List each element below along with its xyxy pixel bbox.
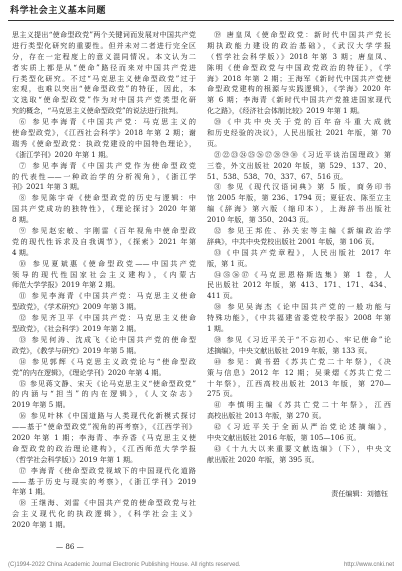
text-line: ⑪ 参见李海青《中国共产党：马克思主义使命 bbox=[19, 291, 196, 301]
text-line: 述摘编》，中央文献出版社 2019 年版，第 133 页。 bbox=[207, 345, 372, 355]
text-line: ㉝《中国共产党章程》，人民出版社 2017 年 bbox=[214, 247, 391, 257]
footnote bbox=[207, 357, 391, 401]
text-line: 2020 年第 1 期；李海青、李乔香《马克思主义使 bbox=[12, 432, 196, 442]
text-line: 高校出版社 2013 年版，第 270 页。 bbox=[207, 411, 326, 421]
text-line: ⑯ 参见叶林《中国道路与人类现代化新模式探讨 bbox=[19, 411, 196, 421]
text-line: ㉑㉒㉓㉔㉕㉖㉗㉘㉙㉚《习近平谈治国理政》第 bbox=[214, 149, 391, 159]
text-line: ⑦ 参见李海青《中国共产党作为使命型政党 bbox=[19, 160, 196, 170]
text-line: ㉞㉟㊱㊲《马克思恩格斯选集》第 1 卷，人 bbox=[214, 269, 391, 279]
text-line: 陈明《使命型政党与中国政党政治的特征》，《学 bbox=[207, 62, 391, 72]
text-line: 献出版社 2020 年版，第 395 页。 bbox=[207, 454, 319, 464]
text-line: ——基于历史与现实的考察》，《浙江学刊》2019 bbox=[12, 476, 196, 486]
footnote bbox=[12, 313, 196, 335]
text-line: ㊳ 参见吴海杰《论中国共产党的一般功能与 bbox=[214, 302, 391, 312]
footnote bbox=[207, 422, 391, 444]
text-line: 编《辞海》第六版（缩印本），上海辞书出版社 bbox=[207, 204, 391, 214]
left-column bbox=[12, 30, 196, 531]
text-line: 海》2018 年第 2 期；王海军《新时代中国共产党使 bbox=[207, 73, 391, 83]
footnote bbox=[12, 498, 196, 531]
text-line: 师范大学学报》2019 年第 2 期。 bbox=[12, 280, 120, 290]
footnote bbox=[207, 400, 391, 422]
text-line: 瑞秀《使命型政党：执政党建设的中国特色理论》， bbox=[12, 138, 196, 148]
text-line: ㊴ 参见《习近平关于“不忘初心、牢记使命”论 bbox=[214, 334, 391, 344]
footnote bbox=[207, 182, 391, 226]
text-line: ⑲ 唐皇凤《使命型政党：新时代中国共产党长 bbox=[214, 30, 391, 39]
right-column bbox=[207, 30, 391, 466]
text-line: 1 期。 bbox=[207, 324, 228, 334]
page-number: — 86 — bbox=[56, 542, 84, 551]
text-line: 2010 年版，第 350、2043 页。 bbox=[207, 215, 314, 225]
copyright-footer bbox=[8, 561, 394, 569]
text-line: ㉛ 参见《现代汉语词典》第 5 版，商务印书 bbox=[214, 182, 391, 192]
text-line: 者实质上都是从“使命”路径而来对中国共产党进 bbox=[12, 62, 196, 72]
text-line: ⑫ 参见齐卫平《中国共产党：马克思主义使命 bbox=[19, 313, 196, 323]
text-line: 馆 2005 年版，第 236、1794 页；夏征农、陈至立主 bbox=[207, 193, 391, 203]
text-line: 使命型政党》，《江西社会科学》2018 年第 2 期；谢 bbox=[12, 128, 196, 138]
text-line: 宏观，也难以突出“使命型政党”的特征，因此，本 bbox=[12, 84, 196, 94]
text-line: ⑥ 参见李海青《中国共产党：马克思主义的 bbox=[19, 117, 196, 127]
text-line: 国共产党成功的独特性》，《理论探讨》2020 年第 bbox=[12, 204, 196, 214]
text-line: 辞典》，中共中央党校出版社 2001 年版，第 106 页。 bbox=[207, 236, 379, 246]
text-line: 文选取“使命型政党”作为对中国共产党类型化研 bbox=[12, 95, 196, 105]
footnote bbox=[207, 117, 391, 150]
text-line: 分，存在一定程度上的意义混同情况。本文认为二 bbox=[12, 51, 196, 61]
text-line: 进行类型化研究的重要性。但并未对二者进行完全区 bbox=[12, 40, 196, 50]
footnote bbox=[207, 248, 391, 270]
text-line: 8 期。 bbox=[12, 215, 33, 225]
copyright-text: (C)1994-2022 China Academic Journal Electronic Publishing House. All rights reserved. bbox=[8, 562, 241, 568]
text-line: ⑬ 参见何涛、沈成飞《论中国共产党的使命型 bbox=[19, 334, 196, 344]
text-line: 第 6 期；李海青《新时代中国共产党推进国家现代 bbox=[207, 95, 391, 105]
text-line: 型政党》，《社会科学》2019 年第 2 期。 bbox=[12, 324, 141, 334]
text-line: ㊵ 参见：黄书碧《苏共亡党二十年祭》，《决 bbox=[214, 356, 391, 366]
text-line: ⑭ 参见郭辉《马克思主义政党论与“使命型政 bbox=[19, 356, 196, 366]
footnote bbox=[207, 270, 391, 303]
publisher-url: http://www.cnki.net bbox=[343, 562, 394, 568]
text-line: 行类型化研究。不过“马克思主义使命型政党”过于 bbox=[12, 73, 196, 83]
text-line: 中央文献出版社 2016 年版，第 105—106 页。 bbox=[207, 432, 361, 442]
footnote bbox=[207, 226, 391, 248]
text-line: 政党》，《教学与研究》2019 年第 5 期。 bbox=[12, 345, 141, 355]
text-line: 党的现代性诉求及自我调节》，《探索》2021 年第 bbox=[12, 236, 196, 246]
text-line: 2020 年第 1 期。 bbox=[12, 520, 70, 530]
footnote bbox=[207, 335, 391, 357]
text-line: 和历史经验的决议》，人民出版社 2021 年版，第 70 bbox=[207, 128, 391, 138]
responsible-editor: 责任编辑：刘德钰 bbox=[331, 489, 388, 498]
text-line: 究的概念，“马克思主义使命型政党”的说法进行批判。 bbox=[12, 106, 183, 116]
text-line: 命型政党建构的根源与实践逻辑》，《学海》2020 年 bbox=[207, 84, 391, 94]
text-line: 51、538、538、70、337、67、516 页。 bbox=[207, 171, 348, 181]
footnote bbox=[12, 259, 196, 292]
text-line: ⑩ 参见夏斌惠《使命型政党——中国共产党 bbox=[19, 258, 196, 268]
text-line: 思主义提出“使命型政党”两个关键词而发展对中国共产党 bbox=[12, 30, 196, 39]
text-line: 2019 年第 5 期。 bbox=[12, 400, 70, 410]
text-line: 党”的内在逻辑》，《理论学刊》2020 年第 4 期。 bbox=[12, 367, 166, 377]
text-line: 的内涵与“担当”的内在逻辑》，《人文杂志》 bbox=[12, 389, 196, 399]
text-line: 十年祭》，江西高校出版社 2013 年版，第 270— bbox=[207, 378, 391, 388]
text-line: （哲学社会科学版）》2019 年第 1 期。 bbox=[12, 454, 138, 464]
text-line: ⑮ 参见蒋文静、宋天《论马克思主义“使命型政党” bbox=[19, 378, 196, 388]
footnote bbox=[207, 30, 391, 117]
text-line: 策与信息》2012 年 12 期；吴秉熠《苏共亡党二 bbox=[207, 367, 391, 377]
text-line: ⑧ 参见陈宇奇《使命型政党的历史与逻辑：中 bbox=[19, 193, 196, 203]
text-line: 刊》2021 年第 3 期。 bbox=[12, 182, 84, 192]
text-line: 版，第 1 页。 bbox=[207, 258, 252, 268]
text-line: 页。 bbox=[207, 138, 222, 148]
text-line: ——基于“使命型政党”视角的再考察》，《江西学刊》 bbox=[12, 422, 196, 432]
footnote bbox=[207, 150, 391, 183]
text-line: ㊶ 李慎明主编《苏共亡党二十年祭》，江西 bbox=[214, 400, 391, 410]
text-line: 三卷，外文出版社 2020 年版，第 529、137、20、 bbox=[207, 160, 391, 170]
footnote bbox=[12, 193, 196, 226]
footnote bbox=[12, 379, 196, 412]
text-line: 《浙江学刊》2020 年第 1 期。 bbox=[12, 149, 113, 159]
footnote bbox=[12, 117, 196, 161]
text-line: 会主义现代化的执政逻辑》，《科学社会主义》 bbox=[12, 509, 196, 519]
text-line: （哲学社会科学版）》2018 年第 3 期；唐皇凤、 bbox=[207, 51, 391, 61]
running-header: 科学社会主义基本问题 bbox=[10, 6, 107, 16]
text-line: 命型政党的政治理论建构》，《江西师范大学学报 bbox=[12, 443, 196, 453]
footnote bbox=[12, 291, 196, 313]
text-line: 领导的现代性国家社会主义建构》，《内蒙古 bbox=[12, 269, 196, 279]
text-line: 型政党》，《学术研究》2009 年第 3 期。 bbox=[12, 302, 141, 312]
text-line: ㊷《习近平关于全面从严治党论述摘编》， bbox=[214, 422, 391, 432]
footnote bbox=[207, 444, 391, 466]
footnote bbox=[12, 226, 196, 259]
text-line: 特殊功能》，《中共福建省委党校学报》2008 年第 bbox=[207, 313, 391, 323]
footnote bbox=[12, 335, 196, 357]
text-line: 民出版社 2012 年版，第 413、171、171、434、 bbox=[207, 280, 391, 290]
text-line: 期执政能力建设的政治基础》，《武汉大学学报 bbox=[207, 40, 391, 50]
footnote bbox=[207, 302, 391, 335]
footnote bbox=[12, 411, 196, 465]
text-line: ⑳《中共中央关于党的百年奋斗重大成就 bbox=[214, 117, 391, 127]
text-line: 4 期。 bbox=[12, 247, 33, 257]
footnote bbox=[12, 466, 196, 499]
footnote bbox=[12, 357, 196, 379]
text-line: ⑨ 参见赵宏敏、宇刚雷《百年视角中使命型政 bbox=[19, 226, 196, 236]
text-line: ⑰ 李海青《使命型政党视域下的中国现代化道路 bbox=[19, 465, 196, 475]
footnote bbox=[12, 161, 196, 194]
text-line: ㉜ 参见王邦佐、孙关宏等主编《新编政治学 bbox=[214, 226, 391, 236]
text-line: 275 页。 bbox=[207, 389, 237, 399]
body-paragraph bbox=[12, 30, 196, 117]
text-line: 411 页。 bbox=[207, 291, 237, 301]
text-line: ⑱ 王继海、刘雷《中国共产党的使命型政党与社 bbox=[19, 498, 196, 508]
text-line: 年第 1 期。 bbox=[12, 487, 50, 497]
header-rule bbox=[8, 20, 394, 21]
text-line: ㊸《十九大以来重要文献选编》（下），中央文 bbox=[214, 443, 391, 453]
text-line: 化之路》，《经济社会体制比较》2019 年第 1 期。 bbox=[207, 106, 365, 116]
text-line: 的代表性——一种政治学的分析视角》，《浙江学 bbox=[12, 171, 196, 181]
